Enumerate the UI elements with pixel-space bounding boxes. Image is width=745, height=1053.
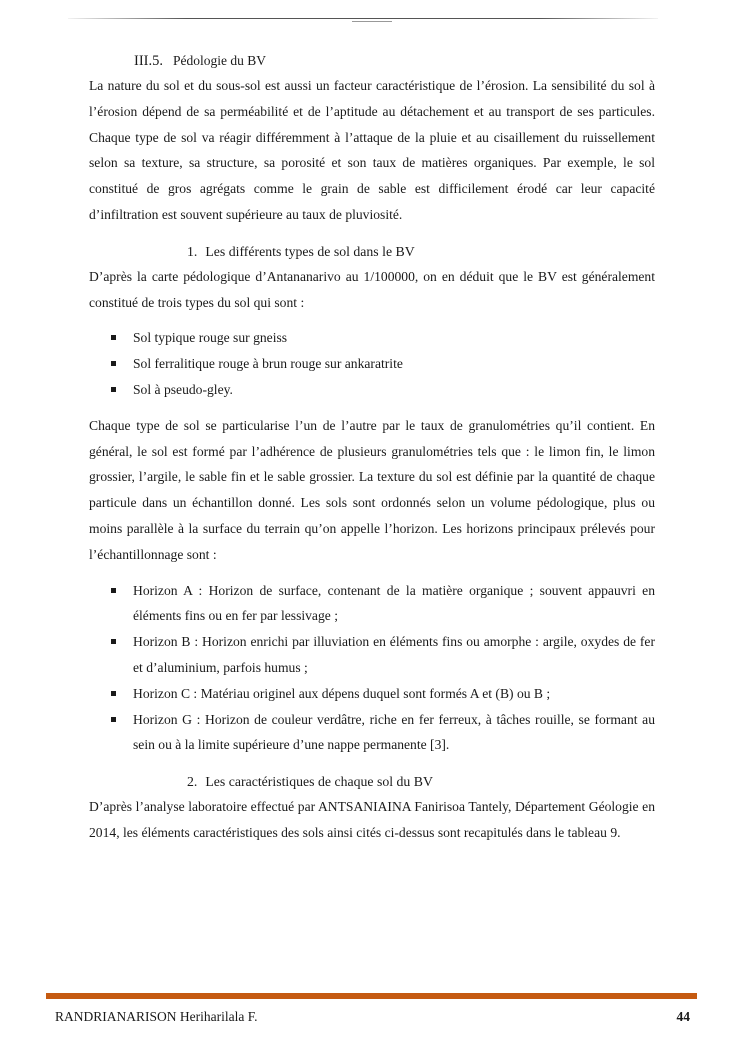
list-item [89, 377, 655, 403]
horizons-list [89, 578, 655, 759]
intro-paragraph: La nature du sol et du sous-sol est aussi un facteur caractéristique de l’érosion. La sensibilité du sol à l’érosion dépend de sa perméabilité et de l’aptitude au détachement et au transport de ses particules. Chaque type de sol va réagir différemment à l’attaque de la pluie et au cisaillement du ruissellement selon sa texture, sa structure, sa porosité et son taux de matières organiques. Par exemple, le sol constitué de gros agrégats comme le grain de sable est difficilement érodé car leur capacité d’infiltration est souvent supérieure au taux de pluviosité. [89, 78, 655, 222]
bullet-square-icon [111, 691, 116, 696]
subsection-1-title: Les différents types de sol dans le BV [205, 243, 415, 259]
footer-author: RANDRIANARISON Heriharilala F. [55, 1009, 258, 1024]
subsection-1-heading [187, 242, 655, 262]
bullet-square-icon [111, 588, 116, 593]
subsection-2-number: 2. [187, 774, 198, 790]
soil-types-intro-paragraph: D’après la carte pédologique d’Antananarivo au 1/100000, on en déduit que le BV est généralement constitué de trois types du sol qui sont : [89, 268, 655, 310]
header-rule [68, 18, 658, 19]
list-item [89, 629, 655, 681]
horizon-text: Horizon B : Horizon enrichi par illuviation en éléments fins ou amorphe : argile, oxydes de fer et d’aluminium, parfois humus ; [133, 634, 655, 675]
page-content [89, 51, 655, 846]
list-item [89, 351, 655, 377]
section-heading [134, 51, 655, 71]
analysis-paragraph: D’après l’analyse laboratoire effectué par ANTSANIAINA Fanirisoa Tantely, Département Géologie en 2014, les éléments caractéristiques des sols ainsi cités ci-dessus sont recapitulés dans le tableau 9. [89, 799, 655, 840]
horizon-text: Horizon C : Matériau originel aux dépens duquel sont formés A et (B) ou B ; [133, 685, 551, 701]
list-item [89, 681, 655, 707]
soil-type-text: Sol ferralitique rouge à brun rouge sur ankaratrite [133, 356, 403, 372]
subsection-2-title: Les caractéristiques de chaque sol du BV [205, 774, 433, 790]
horizon-text: Horizon G : Horizon de couleur verdâtre, riche en fer ferreux, à tâches rouille, se formant au sein ou à la limite supérieure d’une nappe permanente [3]. [133, 711, 655, 753]
bullet-square-icon [111, 361, 116, 366]
soil-type-text: Sol typique rouge sur gneiss [133, 330, 288, 346]
bullet-square-icon [111, 335, 116, 340]
subsection-2-heading [187, 772, 655, 792]
page-number: 44 [676, 1009, 690, 1024]
footer-rule [46, 993, 697, 999]
list-item [89, 578, 655, 630]
section-title: Pédologie du BV [173, 53, 266, 68]
list-item [89, 325, 655, 351]
bullet-square-icon [111, 717, 116, 722]
list-item [89, 707, 655, 759]
horizon-text: Horizon A : Horizon de surface, contenant de la matière organique ; souvent appauvri en éléments fins ou en fer par lessivage ; [133, 582, 655, 624]
subsection-1-number: 1. [187, 243, 198, 259]
bullet-square-icon [111, 639, 116, 644]
soil-types-list [89, 325, 655, 402]
section-number: III.5. [134, 53, 163, 69]
granulometry-paragraph: Chaque type de sol se particularise l’un de l’autre par le taux de granulométries qu’il contient. En général, le sol est formé par l’adhérence de plusieurs granulométries tels que : le limon fin, le limon grossier, l’argile, le sable fin et le sable grossier. La texture du sol est définie par la quantité de chaque particule dans un échantillon donné. Les sols sont ordonnés selon un volume pédologique, plus ou moins parallèle à la surface du terrain qu’on appelle l’horizon. Les horizons principaux prélevés pour l’échantillonnage sont : [89, 417, 655, 562]
soil-type-text: Sol à pseudo-gley. [133, 381, 233, 397]
header-rule-accent [352, 21, 392, 22]
bullet-square-icon [111, 387, 116, 392]
